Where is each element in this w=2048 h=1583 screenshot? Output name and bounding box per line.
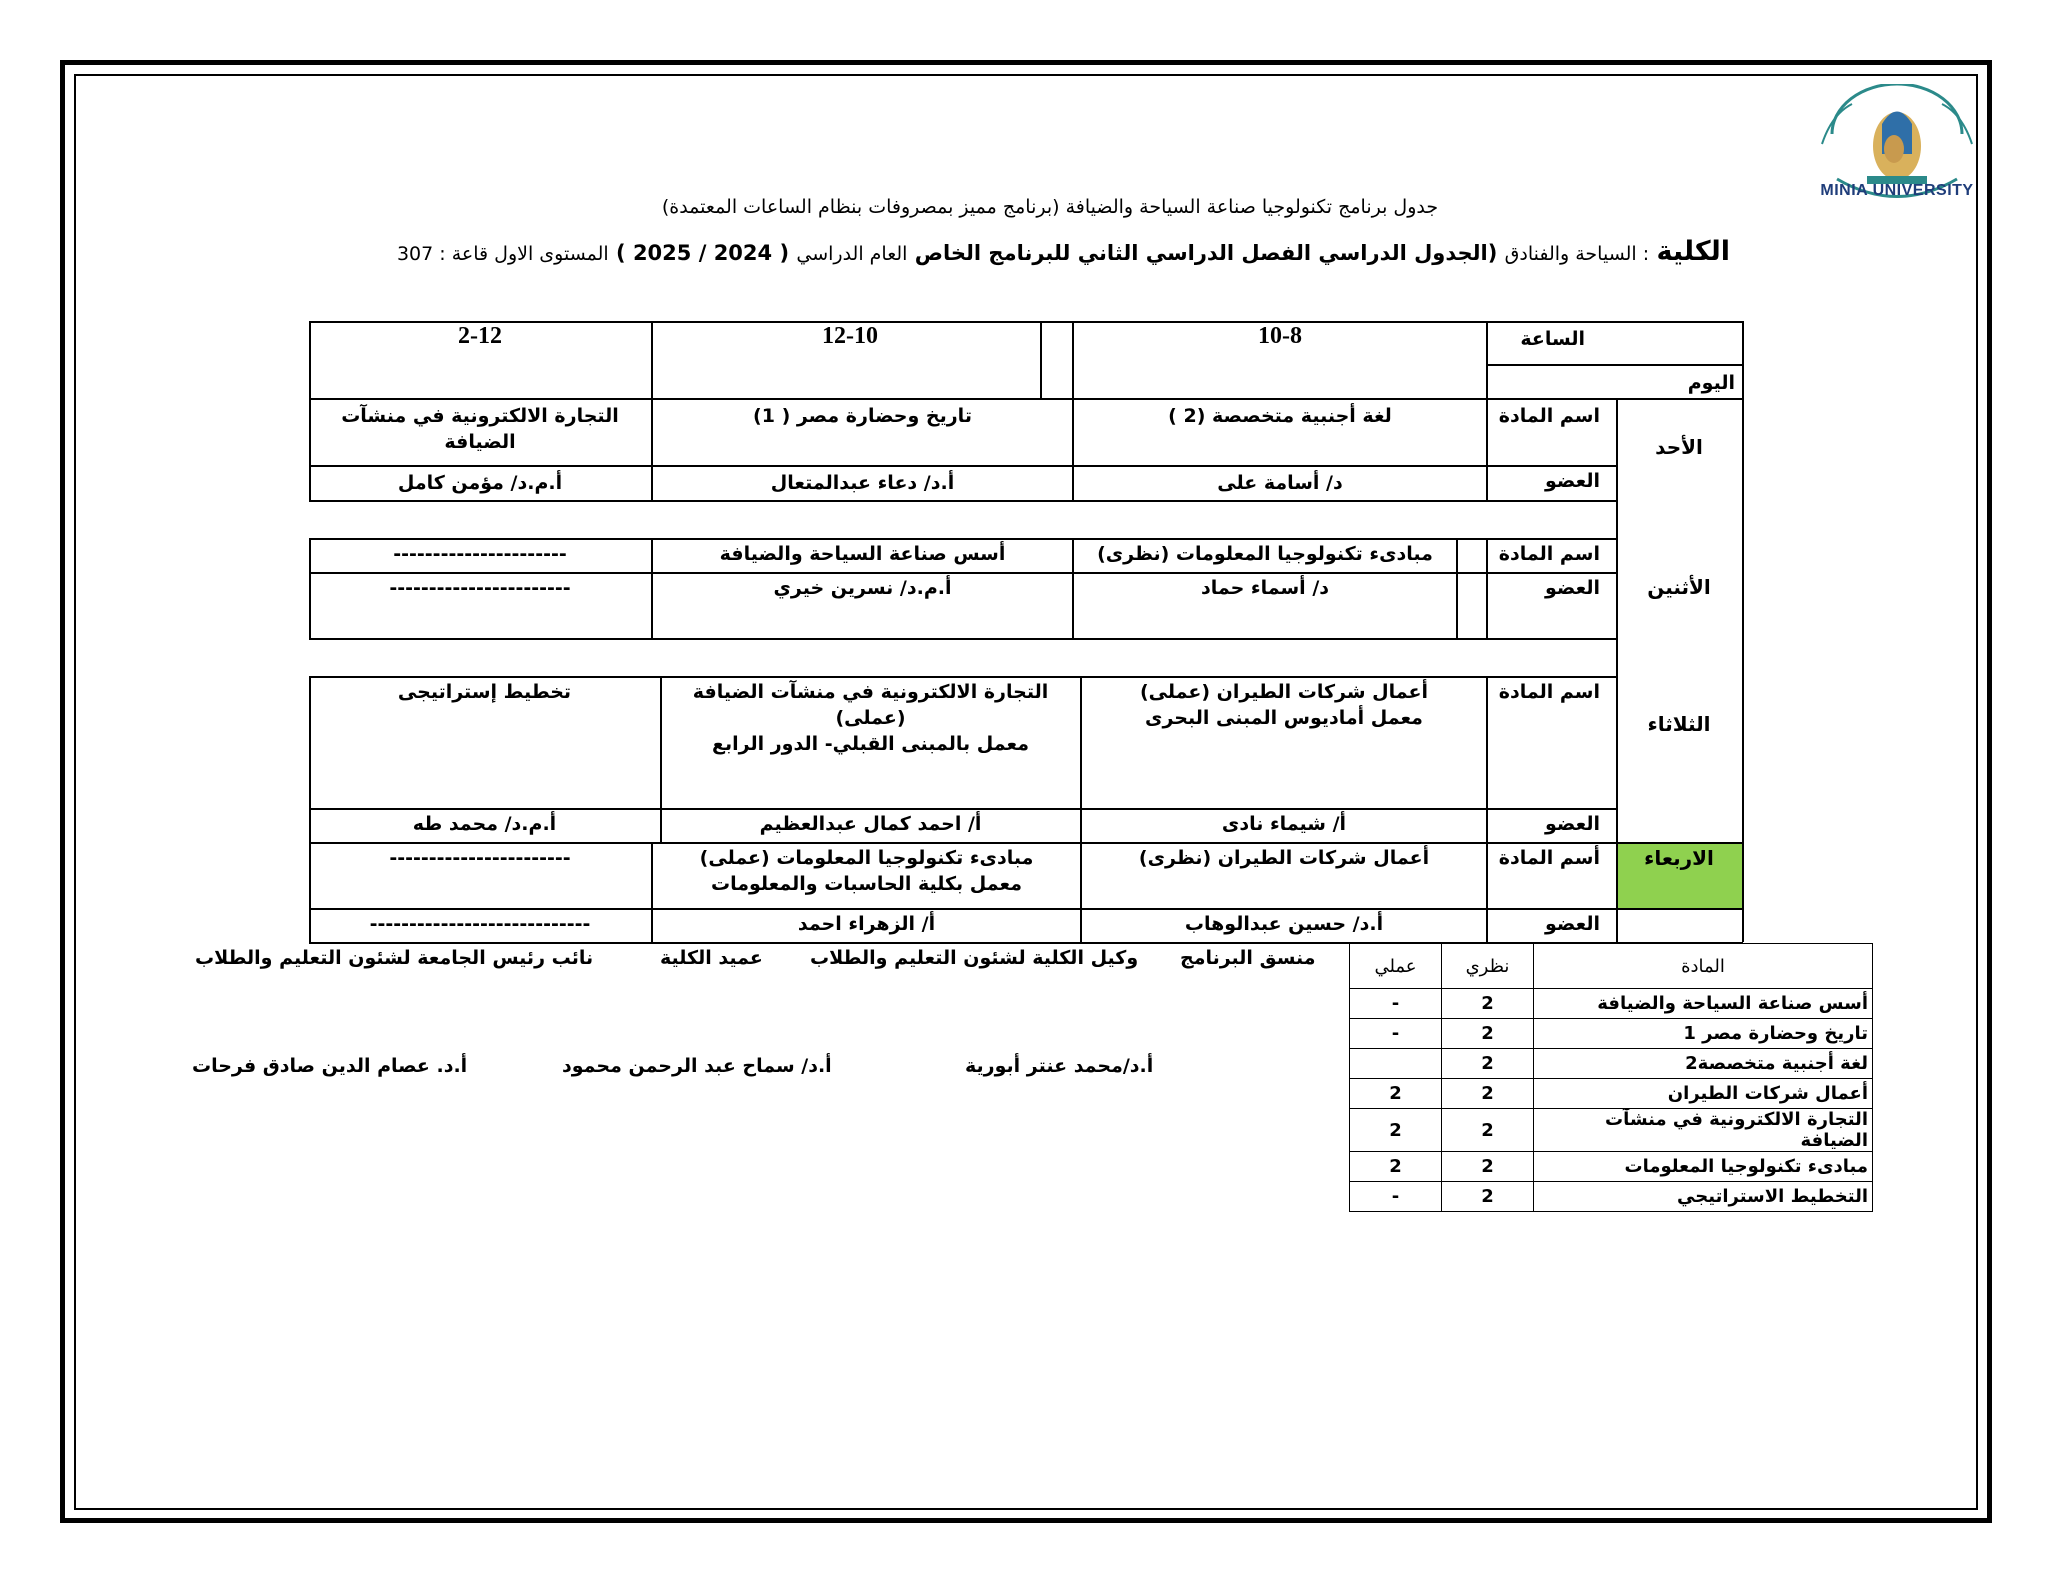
sunday-member-label: العضو xyxy=(1544,470,1600,492)
logo-caption: MINIA UNIVERSITY xyxy=(1820,182,1974,199)
wednesday-member-2: أ/ الزهراء احمد xyxy=(797,913,936,935)
row-practical: - xyxy=(1350,989,1442,1019)
signature-name-vice-dean: أ.د/ سماح عبد الرحمن محمود xyxy=(562,1055,832,1077)
row-subject: لغة أجنبية متخصصة2 xyxy=(1534,1049,1873,1079)
monday-member-3: ----------------------- xyxy=(389,577,571,599)
row-practical: 2 xyxy=(1350,1079,1442,1109)
row-subject: مبادىء تكنولوجيا المعلومات xyxy=(1534,1152,1873,1182)
table-row xyxy=(1350,1152,1873,1182)
row-practical: 2 xyxy=(1350,1109,1442,1152)
signature-title-dean: عميد الكلية xyxy=(660,947,763,969)
wednesday-subject-3: ----------------------- xyxy=(389,847,571,869)
signature-title-coordinator: منسق البرنامج xyxy=(1180,947,1316,969)
college-name: : السياحة والفنادق xyxy=(1504,243,1650,265)
sunday-member-1: د/ أسامة على xyxy=(1217,472,1343,494)
wednesday-member-label: العضو xyxy=(1544,913,1600,935)
signature-title-vice-president: نائب رئيس الجامعة لشئون التعليم والطلاب xyxy=(195,947,594,969)
row-subject: أعمال شركات الطيران xyxy=(1534,1079,1873,1109)
row-subject: أسس صناعة السياحة والضيافة xyxy=(1534,989,1873,1019)
row-theory: 2 xyxy=(1442,1019,1534,1049)
sunday-subject-2: تاريخ وحضارة مصر ( 1) xyxy=(753,405,972,427)
program-subtitle: جدول برنامج تكنولوجيا صناعة السياحة والضيافة (برنامج مميز بمصروفات بنظام الساعات المعتمدة) xyxy=(661,196,1439,218)
monday-subject-label: اسم المادة xyxy=(1498,543,1600,565)
monday-member-2: أ.م.د/ نسرين خيري xyxy=(773,577,952,599)
wednesday-subject-label: أسم المادة xyxy=(1498,847,1600,869)
schedule-title: (الجدول الدراسي الفصل الدراسي الثاني للبرنامج الخاص xyxy=(914,241,1498,265)
sunday-member-2: أ.د/ دعاء عبدالمتعال xyxy=(770,472,955,494)
monday-subject-2: أسس صناعة السياحة والضيافة xyxy=(719,543,1006,565)
table-row xyxy=(1350,1049,1873,1079)
tuesday-subject-1: أعمال شركات الطيران (عملى) معمل أماديوس المبنى البحرى xyxy=(1140,681,1428,729)
row-practical: 2 xyxy=(1350,1152,1442,1182)
signature-name-coordinator: أ.د/محمد عنتر أبورية xyxy=(965,1055,1154,1077)
monday-subject-1: مبادىء تكنولوجيا المعلومات (نظرى) xyxy=(1097,543,1433,565)
table-row xyxy=(1350,1182,1873,1212)
row-theory: 2 xyxy=(1442,989,1534,1019)
sunday-subject-label: اسم المادة xyxy=(1498,405,1600,427)
wednesday-member-3: ---------------------------- xyxy=(369,913,591,935)
tuesday-member-2: أ/ احمد كمال عبدالعظيم xyxy=(759,813,982,835)
schedule-heading xyxy=(320,236,1730,267)
day-monday: الأثنين xyxy=(1647,575,1711,599)
row-theory: 2 xyxy=(1442,1152,1534,1182)
monday-member-1: د/ أسماء حماد xyxy=(1200,577,1330,599)
table-row xyxy=(1350,1019,1873,1049)
tuesday-subject-2: التجارة الالكترونية في منشآت الضيافة (عملى) معمل بالمبنى القبلي- الدور الرابع xyxy=(692,681,1049,755)
day-tuesday: الثلاثاء xyxy=(1647,712,1711,736)
tuesday-member-label: العضو xyxy=(1544,813,1600,835)
tuesday-subject-label: اسم المادة xyxy=(1498,681,1600,703)
sunday-subject-3: التجارة الالكترونية في منشآت الضيافة xyxy=(341,405,619,453)
tuesday-member-3: أ.م.د/ محمد طه xyxy=(412,813,557,835)
table-row xyxy=(1350,1079,1873,1109)
wednesday-subject-2: مبادىء تكنولوجيا المعلومات (عملى) معمل بكلية الحاسبات والمعلومات xyxy=(699,847,1034,895)
header-subject: المادة xyxy=(1534,944,1873,989)
header-practical: عملي xyxy=(1350,944,1442,989)
row-theory: 2 xyxy=(1442,1049,1534,1079)
signature-title-vice-dean: وكيل الكلية لشئون التعليم والطلاب xyxy=(810,947,1139,969)
sunday-member-3: أ.م.د/ مؤمن كامل xyxy=(397,472,563,494)
monday-member-label: العضو xyxy=(1544,577,1600,599)
signature-name-vice-president: أ.د. عصام الدين صادق فرحات xyxy=(192,1055,468,1077)
wednesday-member-1: أ.د/ حسين عبدالوهاب xyxy=(1184,913,1384,935)
tuesday-subject-3: تخطيط إستراتيجى xyxy=(397,681,572,703)
college-label: الكلية xyxy=(1656,236,1730,267)
slot-10-8: 10-8 xyxy=(1258,323,1302,349)
level-room: المستوى الاول قاعة : 307 xyxy=(396,243,609,265)
day-sunday: الأحد xyxy=(1655,435,1703,459)
header-theory: نظري xyxy=(1442,944,1534,989)
row-subject: تاريخ وحضارة مصر 1 xyxy=(1534,1019,1873,1049)
sunday-subject-1: لغة أجنبية متخصصة (2 ) xyxy=(1168,405,1392,427)
row-practical xyxy=(1350,1049,1442,1079)
row-theory: 2 xyxy=(1442,1182,1534,1212)
row-theory: 2 xyxy=(1442,1079,1534,1109)
page-border-inner xyxy=(74,74,1978,1510)
day-label: اليوم xyxy=(1687,372,1735,394)
tuesday-member-1: أ/ شيماء نادى xyxy=(1221,813,1347,835)
year-label: العام الدراسي xyxy=(796,243,908,265)
monday-subject-3: ---------------------- xyxy=(393,543,567,565)
row-theory: 2 xyxy=(1442,1109,1534,1152)
row-subject: التخطيط الاستراتيجي xyxy=(1534,1182,1873,1212)
wednesday-subject-1: أعمال شركات الطيران (نظرى) xyxy=(1138,847,1430,869)
time-label: الساعة xyxy=(1520,328,1585,350)
table-row xyxy=(1350,989,1873,1019)
row-practical: - xyxy=(1350,1019,1442,1049)
row-subject: التجارة الالكترونية في منشآت الضيافة xyxy=(1534,1109,1873,1152)
credit-hours-table xyxy=(1349,943,1873,1212)
slot-12-10: 12-10 xyxy=(822,323,878,349)
row-practical: - xyxy=(1350,1182,1442,1212)
table-row xyxy=(1350,1109,1873,1152)
year-value: ( 2024 / 2025 ) xyxy=(616,241,790,265)
day-wednesday: الاربعاء xyxy=(1644,846,1714,870)
slot-2-12: 2-12 xyxy=(458,323,502,349)
